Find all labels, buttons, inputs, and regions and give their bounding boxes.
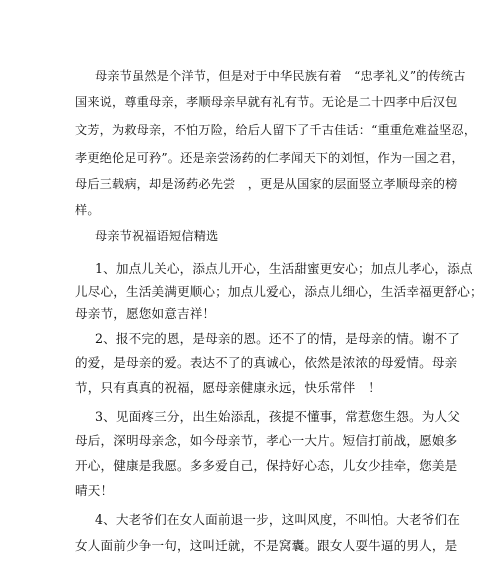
paragraph-line: 3、见面疼三分，出生始添乱，孩提不懂事，常惹您生怨。为人父: [95, 409, 460, 424]
paragraph-line: 文芳，为救母亲，不怕万险，给后人留下了千古佳话：“重重危难益坚忍，: [75, 123, 477, 137]
paragraph-line: 母亲节，愿您如意吉祥！: [75, 306, 216, 321]
paragraph-line: 母亲节虽然是个洋节，但是对于中华民族有着 “忠孝礼义”的传统古: [95, 69, 466, 83]
paragraph-line: 孝更绝伦足可矜”。还是亲尝汤药的仁孝闻天下的刘恒，作为一国之君，: [75, 151, 464, 165]
paragraph-line: 女人面前少争一句，这叫迁就，不是窝囊。跟女人耍牛逼的男人，是: [75, 538, 458, 553]
paragraph-line: 4、大老爷们在女人面前退一步，这叫风度，不叫怕。大老爷们在: [95, 512, 460, 527]
paragraph-line: 样。: [75, 203, 100, 217]
paragraph-line: 1、加点儿关心，添点儿开心，生活甜蜜更安心；加点儿孝心，添点: [95, 261, 473, 276]
section-heading: 母亲节祝福语短信精选: [95, 229, 219, 243]
paragraph-line: 晴天！: [75, 483, 114, 498]
paragraph-line: 儿尽心，生活美满更顺心；加点儿爱心，添点儿细心，生活幸福更舒心；: [75, 284, 483, 299]
paragraph-line: 的爱，是母亲的爱。表达不了的真诚心，依然是浓浓的母爱情。母亲: [75, 355, 458, 370]
paragraph-line: 母后，深明母亲念，如今母亲节，孝心一大片。短信打前战，愿娘多: [75, 433, 458, 448]
paragraph-line: 国来说，尊重母亲，孝顺母亲早就有礼有节。无论是二十四孝中后汉包: [75, 95, 458, 109]
paragraph-line: 2、报不完的恩，是母亲的恩。还不了的情，是母亲的情。谢不了: [95, 331, 460, 346]
paragraph-line: 节，只有真真的祝福，愿母亲健康永远，快乐常伴 ！: [75, 380, 381, 395]
paragraph-line: 母后三载病，却是汤药必先尝 ，更是从国家的层面竖立孝顺母亲的榜: [75, 177, 458, 191]
paragraph-line: 开心，健康是我愿。多多爱自己，保持好心态，儿女少挂牵，您美是: [75, 458, 458, 473]
